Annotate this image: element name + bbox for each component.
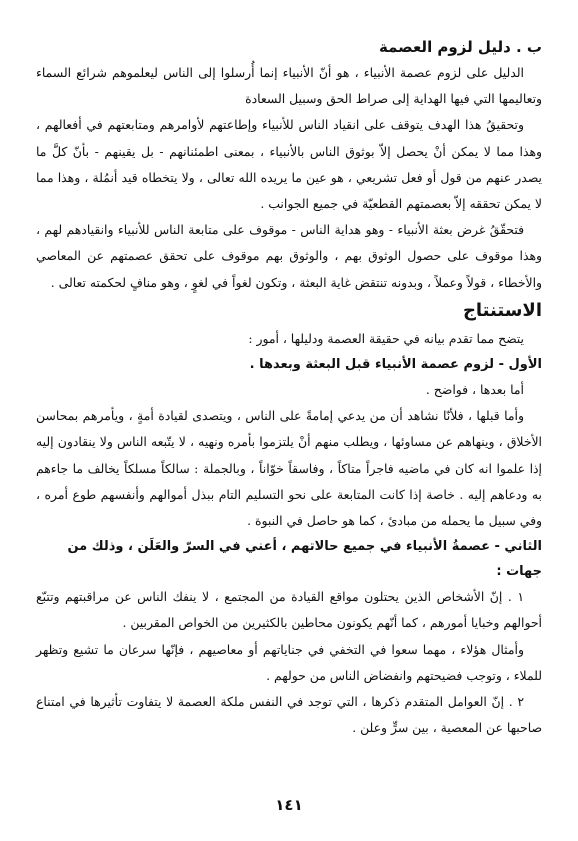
intro-paragraph: يتضح مما تقدم بيانه في حقيقة العصمة ودليلها ، أمور : (248, 330, 524, 346)
paragraph: أما بعدها ، فواضح . (425, 382, 524, 398)
conclusion-title: الاستنتاج (462, 299, 542, 321)
first-point-heading: الأول - لزوم عصمة الأنبياء قبل البعثة وبعدها . (249, 357, 542, 373)
paragraph: وأمثال هؤلاء ، مهما سعوا في التخفي في جناياتهم أو معاصيهم ، فإنّها سرعان ما تشيع وتظهر للملاء ، وتوجب فضيحتهم وانفضاض الناس من حولهم . (36, 641, 542, 683)
paragraph: وأما قبلها ، فلأنّا نشاهد أن من يدعي إمامةً على الناس ، ويتصدى لقيادة أمةٍ ، ويأمرهم بمحاسن الأخلاق ، وينهاهم عن مساوئها ، ويطلب منهم أنْ يلتزموا بأمره ونهيه ، لا يتّبعه الناس ولا ينقادون إليه إذا علموا انه كان في ماضيه فاجراً متاكاً ، وفاسقاً خوّاناً ، وبالجملة : سالكاً مسلكاً يخالف ما جاءهم به ودعاهم إليه . خاصة إذا كانت المتابعة على نحو التسليم التام ببذل أموالهم وأنفسهم طوع أمره ، وفي سبيل ما يحمله من مبادئ ، كما هو حاصل في النبوة . (36, 408, 542, 529)
page-number: ١٤١ (275, 796, 303, 814)
paragraph: وتحقيقُ هذا الهدف يتوقف على انقياد الناس للأنبياء وإطاعتهم لأوامرهم ومتابعتهم في أفعالهم ، وهذا مما لا يمكن أنْ يحصل إلاّ بوثوق الناس بالأنبياء ، بمعنى اطمئنانهم - بل يقينهم - بأنّ كلَّ ما يصدر عنهم من قول أو فعل تشريعي ، هو عين ما يريده الله تعالى ، ولا يتخطاه قيد أنمُلة ، وهذا مما لا يمكن تحققه إلاّ بعصمتهم القطعيّة في جميع الجوانب . (36, 117, 542, 212)
paragraph: ٢ . إنّ العوامل المتقدم ذكرها ، التي توجد في النفس ملكة العصمة لا يتفاوت تأثيرها في امتناع صاحبها عن المعصية ، بين سرٍّ وعلن . (36, 694, 542, 736)
section-heading: ب . دليل لزوم العصمة (379, 38, 542, 56)
second-point-heading: الثاني - عصمةُ الأنبياء في جميع حالاتهم ، أعني في السرّ والعَلَن ، وذلك من جهات : (67, 539, 542, 580)
paragraph: الدليل على لزوم عصمة الأنبياء ، هو أنّ الأنبياء إنما أُرسلوا إلى الناس ليعلموهم شرائع السماء وتعاليمها التي فيها الهداية إلى صراط الحق وسبيل السعادة (36, 65, 542, 107)
paragraph: فتحقّقُ غرض بعثة الأنبياء - وهو هداية الناس - موقوف على متابعة الناس للأنبياء وانقيادهم لهم ، وهذا موقوف على حصول الوثوق بهم ، والوثوق بهم موقوف على تحقق عصمتهم عن المعاصي والأخطاء ، قولاً وعملاً ، وبدونه تنتقض غاية البعثة ، وتكون لغواً في لغوٍ ، وهو منافٍ لحكمته تعالى . (36, 222, 542, 290)
paragraph: ١ . إنّ الأشخاص الذين يحتلون مواقع القيادة من المجتمع ، لا ينفك الناس عن مراقبتهم وتتبّع أحوالهم وخبايا أمورهم ، كما أنّهم يكونون محاطين بالكثيرين من الخواص المقربين . (36, 589, 542, 631)
